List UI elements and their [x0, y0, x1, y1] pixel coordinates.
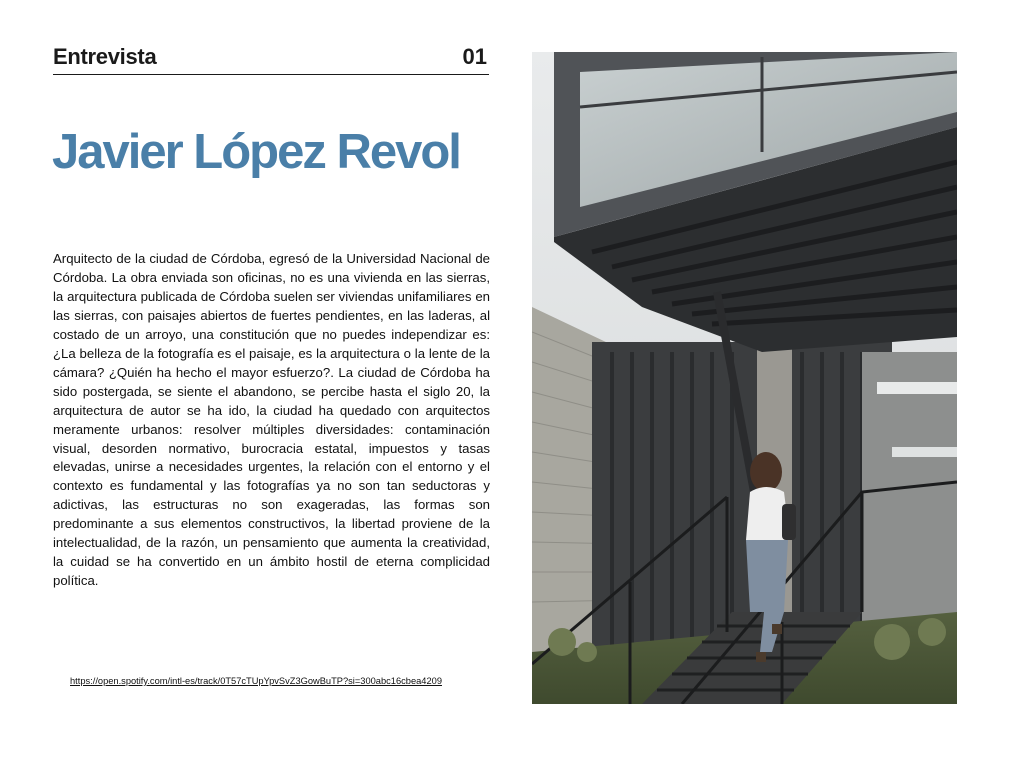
- body-paragraph: Arquitecto de la ciudad de Córdoba, egresó de la Universidad Nacional de Córdoba. La obra enviada son oficinas, no es una vivienda en las sierras, la arquitectura publicada de Córdoba suelen ser viviendas unifamiliares en las sierras, con paisajes abiertos de fuertes pendientes, en las laderas, al costado de un arroyo, una constitución que no puedes independizar es: ¿La belleza de la fotografía es el paisaje, es la arquitectura o la lente de la cámara? ¿Quién ha hecho el mayor esfuerzo?. La ciudad de Córdoba ha sido postergada, se siente el abandono, se percibe hasta el siglo 20, la arquitectura de autor se ha ido, la ciudad ha quedado con arquitectos meramente urbanos: resolver múltiples diversidades: contaminación visual, desorden normativo, burocracia estatal, impuestos y tasas elevadas, unirse a necesidades urgentes, la relación con el entorno y el contexto es fundamental y las fotografías ya no son tan seductoras y adictivas, las estructuras no son exageradas, las formas son predominante a sus elementos constructivos, la libertad proviene de la intelectualidad, de la razón, un pensamiento que aumenta la creatividad, la cuidad se ha convertido en un ámbito hostil de eterna complicidad política.: [53, 251, 490, 589]
- page-number: 01: [462, 44, 487, 69]
- page-header: [53, 42, 489, 75]
- spotify-link[interactable]: https://open.spotify.com/intl-es/track/0T57cTUpYpvSvZ3GowBuTP?si=300abc16cbea4209: [70, 676, 442, 686]
- building-photo-illustration: [532, 52, 957, 704]
- page-title: Javier López Revol: [52, 125, 460, 179]
- section-label: Entrevista: [53, 44, 157, 69]
- architecture-photo: [532, 52, 957, 704]
